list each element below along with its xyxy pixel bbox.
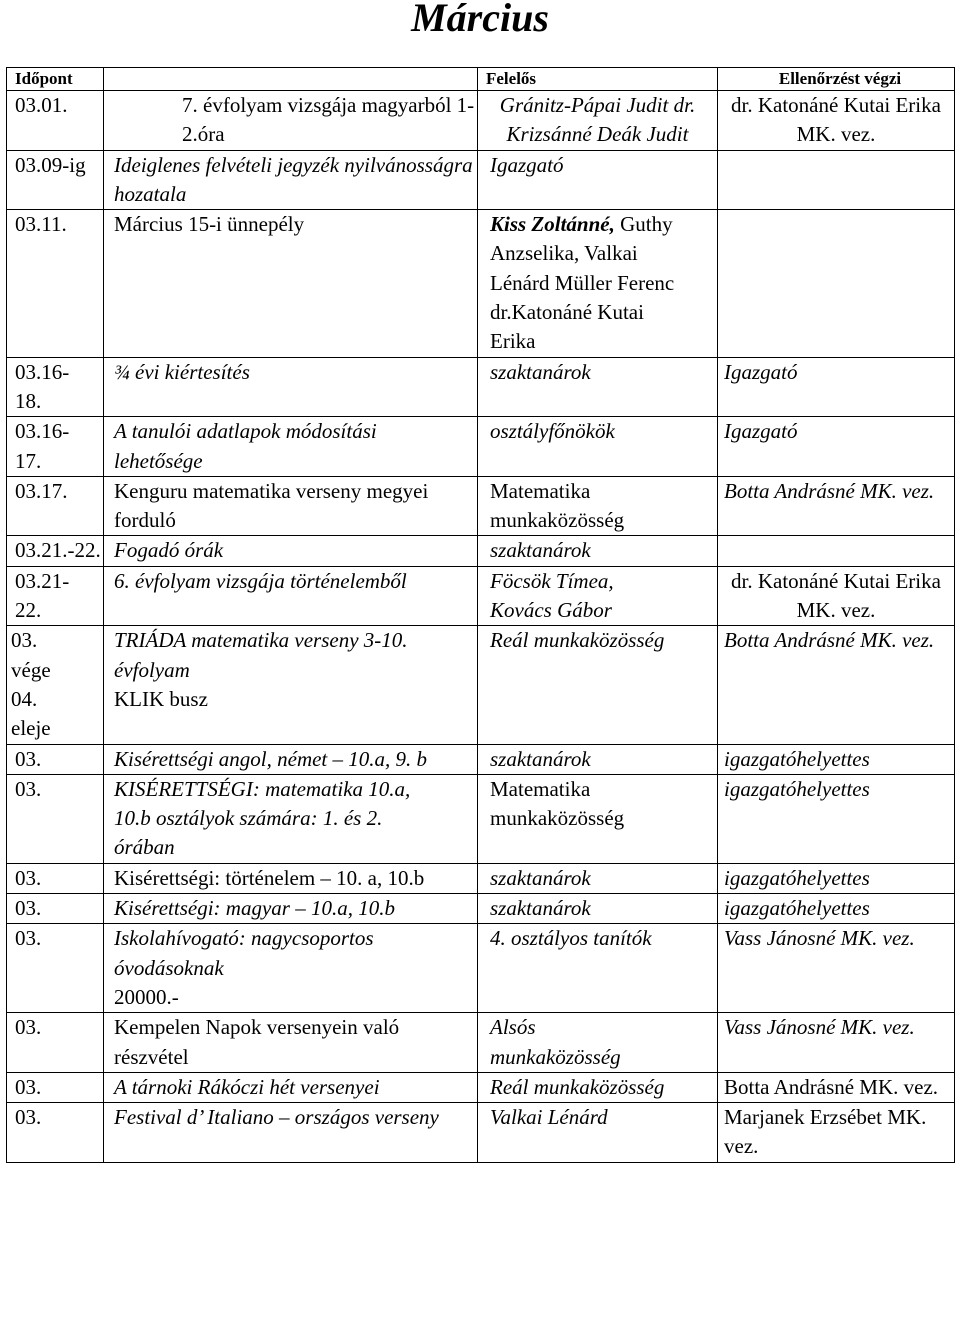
cell-check: igazgatóhelyettes [718,863,955,893]
cell-task: Március 15-i ünnepély [104,210,478,357]
table-row [7,150,955,210]
cell-task: Kisérettségi: magyar – 10.a, 10.b [104,894,478,924]
cell-date: 03. [7,863,104,893]
cell-date: 03. [7,924,104,1013]
cell-responsible: szaktanárok [478,894,718,924]
cell-check [718,150,955,210]
cell-check: Vass Jánosné MK. vez. [718,1013,955,1073]
cell-responsible: 4. osztályos tanítók [478,924,718,1013]
cell-task: Festival d’ Italiano – országos verseny [104,1103,478,1163]
cell-task: A tanulói adatlapok módosítási lehetősége [104,417,478,477]
cell-responsible: szaktanárok [478,863,718,893]
table-row [7,566,955,626]
cell-task: Kisérettségi: történelem – 10. a, 10.b [104,863,478,893]
cell-date: 03.17. [7,476,104,536]
cell-date: 03. vége 04. eleje [7,626,104,744]
table-row [7,210,955,357]
task-main: Iskolahívogató: nagycsoportos óvodásoknak [114,926,374,980]
cell-check: Marjanek Erzsébet MK. vez. [718,1103,955,1163]
cell-task: Fogadó órák [104,536,478,566]
cell-check: igazgatóhelyettes [718,744,955,774]
table-row [7,1103,955,1163]
cell-responsible: Föcsök Tímea, Kovács Gábor [478,566,718,626]
task-main: TRIÁDA matematika verseny 3-10. évfolyam [114,628,408,682]
cell-date: 03. [7,1072,104,1102]
cell-responsible: szaktanárok [478,357,718,417]
header-check: Ellenőrzést végzi [718,68,955,91]
cell-date: 03.09-ig [7,150,104,210]
cell-date: 03.21-22. [7,566,104,626]
cell-check: igazgatóhelyettes [718,774,955,863]
table-row [7,1072,955,1102]
cell-date: 03. [7,894,104,924]
responsible-rest: Guthy Anzselika, Valkai Lénárd Müller Ferenc dr.Katonáné Kutai Erika [490,212,675,354]
table-row [7,357,955,417]
cell-task: Kempelen Napok versenyein való részvétel [104,1013,478,1073]
table-row [7,536,955,566]
cell-responsible: Reál munkaközösség [478,626,718,744]
cell-responsible: Reál munkaközösség [478,1072,718,1102]
table-header-row [7,68,955,91]
task-extra: KLIK busz [114,686,208,711]
responsible-lead: Kiss Zoltánné, [490,212,615,237]
cell-responsible: osztályfőnökök [478,417,718,477]
cell-date: 03. [7,744,104,774]
table-row [7,863,955,893]
cell-date: 03.11. [7,210,104,357]
table-row [7,924,955,1013]
header-task [104,68,478,91]
cell-task: A tárnoki Rákóczi hét versenyei [104,1072,478,1102]
cell-check: igazgatóhelyettes [718,894,955,924]
schedule-table [6,67,955,1163]
cell-responsible: Alsós munkaközösség [478,1013,718,1073]
table-row [7,626,955,744]
task-extra: 20000.- [114,984,179,1009]
cell-task: Ideiglenes felvételi jegyzék nyilvánosságra hozatala [104,150,478,210]
cell-responsible: Gránitz-Pápai Judit dr. Krizsánné Deák Judit [478,91,718,151]
table-row [7,774,955,863]
page-title: Március [411,0,549,40]
table-row [7,417,955,477]
cell-responsible: szaktanárok [478,744,718,774]
cell-responsible: Valkai Lénárd [478,1103,718,1163]
cell-date: 03. [7,1103,104,1163]
cell-check: Vass Jánosné MK. vez. [718,924,955,1013]
table-row [7,1013,955,1073]
table-row [7,744,955,774]
cell-responsible: Igazgató [478,150,718,210]
cell-date: 03. [7,774,104,863]
cell-check: dr. Katonáné Kutai Erika MK. vez. [718,566,955,626]
cell-check: Igazgató [718,417,955,477]
cell-date: 03.16-18. [7,357,104,417]
cell-date: 03. [7,1013,104,1073]
table-row [7,894,955,924]
cell-date: 03.01. [7,91,104,151]
cell-check [718,210,955,357]
cell-responsible: Matematika munkaközösség [478,476,718,536]
header-responsible: Felelős [478,68,718,91]
cell-responsible [478,210,718,357]
table-row [7,91,955,151]
cell-check: dr. Katonáné Kutai Erika MK. vez. [718,91,955,151]
cell-task [104,626,478,744]
cell-check: Igazgató [718,357,955,417]
cell-task: 6. évfolyam vizsgája történelemből [104,566,478,626]
cell-date: 03.21.-22. [7,536,104,566]
header-date: Időpont [7,68,104,91]
cell-responsible: Matematika munkaközösség [478,774,718,863]
cell-task: Kisérettségi angol, német – 10.a, 9. b [104,744,478,774]
cell-date: 03.16-17. [7,417,104,477]
cell-check [718,536,955,566]
table-row [7,476,955,536]
cell-check: Botta Andrásné MK. vez. [718,1072,955,1102]
cell-task: KISÉRETTSÉGI: matematika 10.a, 10.b osztályok számára: 1. és 2. órában [104,774,478,863]
cell-check: Botta Andrásné MK. vez. [718,626,955,744]
cell-task: 7. évfolyam vizsgája magyarból 1-2.óra [104,91,478,151]
cell-task: ¾ évi kiértesítés [104,357,478,417]
cell-task: Kenguru matematika verseny megyei forduló [104,476,478,536]
cell-task [104,924,478,1013]
cell-responsible: szaktanárok [478,536,718,566]
cell-check: Botta Andrásné MK. vez. [718,476,955,536]
